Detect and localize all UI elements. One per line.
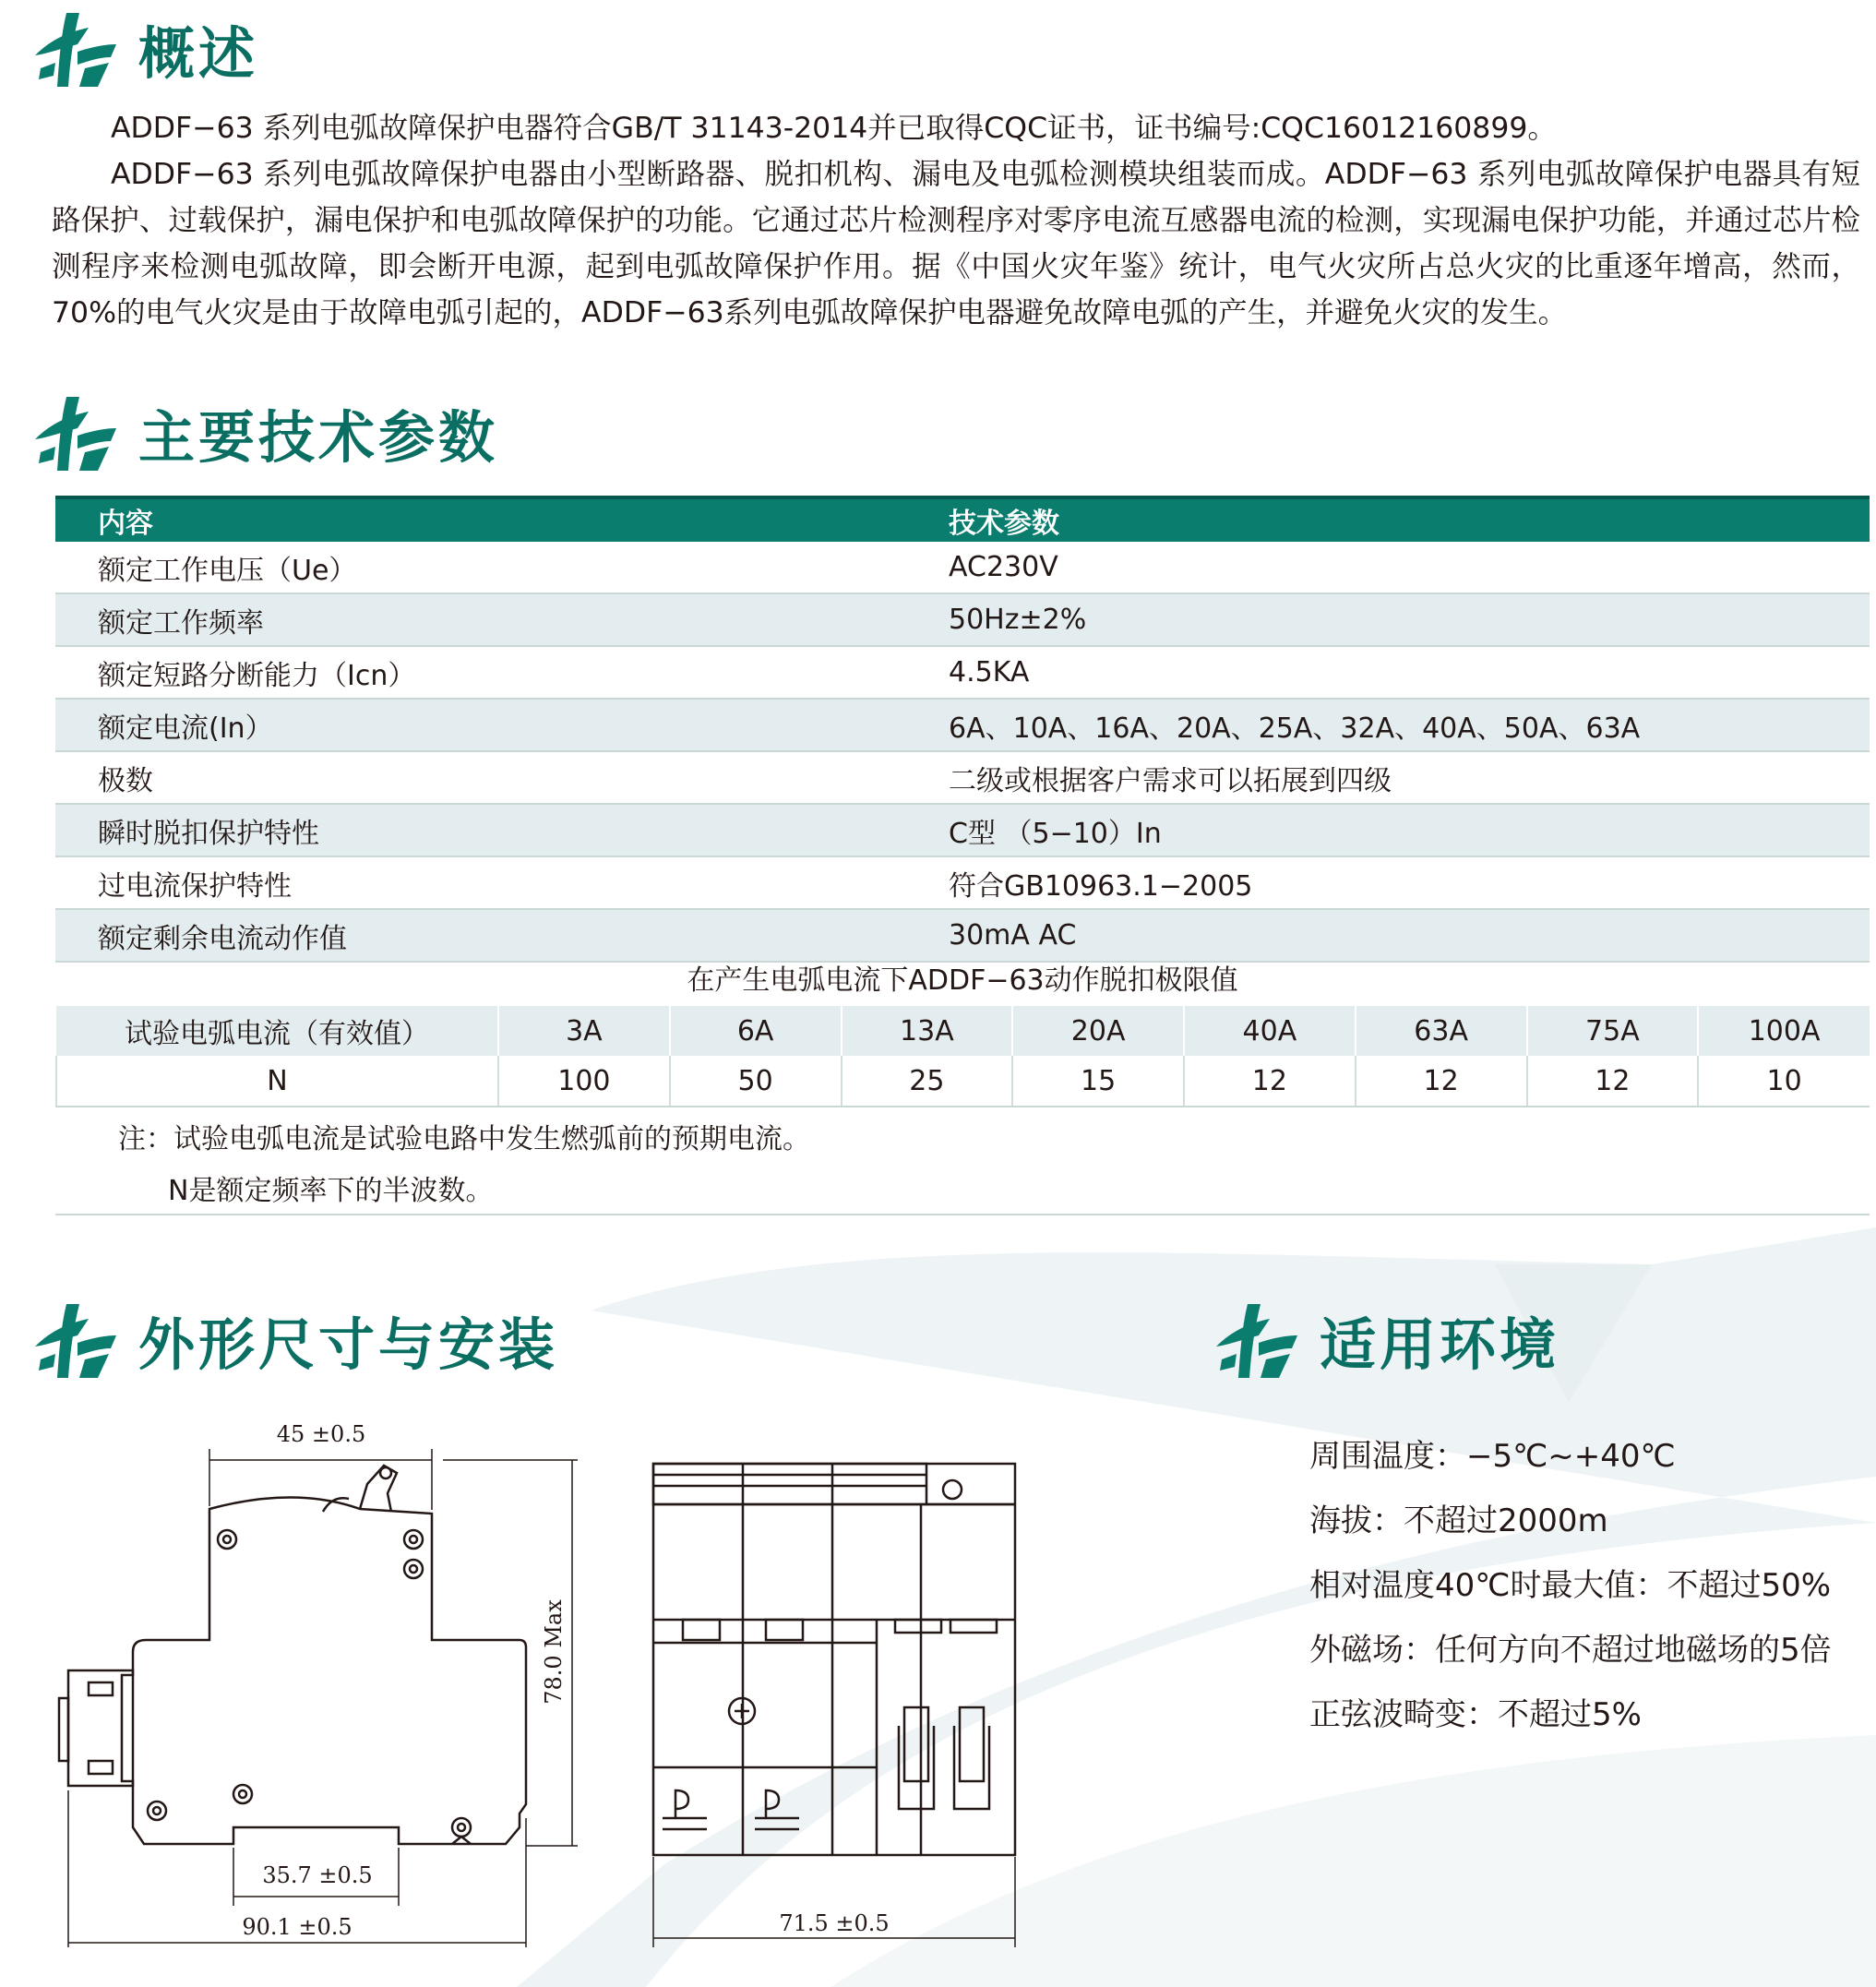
table-row	[55, 805, 1870, 857]
half-wave-label: N	[56, 1056, 498, 1107]
half-wave-cell: 12	[1184, 1056, 1356, 1107]
arc-current-cell: 6A	[670, 1006, 842, 1056]
table-row	[56, 1006, 1870, 1056]
brand-leaf-logo-icon	[33, 7, 116, 90]
row-value: C型 （5−10）In	[949, 817, 1162, 850]
table-row	[56, 1056, 1870, 1107]
section-heading: 主要技术参数	[138, 404, 499, 471]
overview-paragraph-1: ADDF−63 系列电弧故障保护电器符合GB/T 31143-2014并已取得CQC证书，证书编号:CQC16012160899。	[111, 112, 1557, 145]
header-content: 内容	[98, 508, 153, 540]
row-value: 符合GB10963.1−2005	[949, 869, 1253, 903]
arc-limit-table	[55, 1006, 1870, 1107]
specs-table	[55, 496, 1870, 963]
table-row	[55, 910, 1870, 963]
row-value: 二级或根据客户需求可以拓展到四级	[949, 764, 1392, 797]
rail-dimension: 35.7 ±0.5	[262, 1862, 373, 1888]
list-item: 外磁场：任何方向不超过地磁场的5倍	[1309, 1632, 1832, 1669]
front-view-drawing	[646, 1449, 1034, 1966]
arc-current-label: 试验电弧电流（有效值）	[56, 1006, 498, 1056]
specs-section-title	[33, 391, 498, 474]
row-value: AC230V	[949, 551, 1058, 583]
half-wave-cell: 25	[842, 1056, 1013, 1107]
row-value: 6A、10A、16A、20A、25A、32A、40A、50A、63A	[949, 712, 1641, 745]
arc-current-cell: 3A	[498, 1006, 670, 1056]
arc-current-cell: 13A	[842, 1006, 1013, 1056]
half-wave-cell: 50	[670, 1056, 842, 1107]
half-wave-cell: 12	[1527, 1056, 1699, 1107]
list-item: 海拔：不超过2000m	[1309, 1502, 1608, 1539]
environment-section-title	[1214, 1299, 1559, 1382]
row-label: 额定电流(In）	[98, 712, 273, 745]
header-parameters: 技术参数	[949, 508, 1059, 540]
row-label: 额定工作频率	[98, 606, 264, 640]
brand-leaf-logo-icon	[33, 391, 116, 474]
list-item: 相对温度40℃时最大值：不超过50%	[1309, 1567, 1832, 1604]
list-item: 正弦波畸变：不超过5%	[1309, 1696, 1642, 1733]
front-width-dimension: 71.5 ±0.5	[779, 1910, 890, 1936]
arc-current-cell: 75A	[1527, 1006, 1699, 1056]
environment-list	[1309, 1424, 1832, 1747]
row-label: 额定剩余电流动作值	[98, 922, 347, 955]
row-value: 30mA AC	[949, 919, 1077, 952]
row-value: 4.5KA	[949, 656, 1030, 688]
arc-current-cell: 63A	[1356, 1006, 1527, 1056]
table-row	[55, 752, 1870, 805]
row-label: 额定短路分断能力（Icn）	[98, 659, 416, 692]
brand-leaf-logo-icon	[1214, 1299, 1297, 1382]
half-wave-cell: 100	[498, 1056, 670, 1107]
table-row	[55, 857, 1870, 910]
page-title: 概述	[138, 20, 259, 87]
section-heading: 外形尺寸与安装	[138, 1311, 559, 1378]
top-width-dimension: 45 ±0.5	[276, 1421, 366, 1447]
arc-table-caption: 在产生电弧电流下ADDF−63动作脱扣极限值	[687, 964, 1238, 997]
table-row	[55, 647, 1870, 700]
depth-dimension: 90.1 ±0.5	[242, 1914, 352, 1940]
row-value: 50Hz±2%	[949, 604, 1087, 636]
table-row	[55, 700, 1870, 752]
table-row	[55, 594, 1870, 647]
table-note-2: N是额定频率下的半波数。	[168, 1175, 494, 1207]
half-wave-cell: 12	[1356, 1056, 1527, 1107]
dimensions-section-title	[33, 1299, 558, 1382]
row-label: 额定工作电压（Ue）	[98, 554, 357, 587]
specs-table-header	[55, 496, 1870, 542]
overview-paragraph-2: ADDF−63 系列电弧故障保护电器由小型断路器、脱扣机构、漏电及电弧检测模块组装而成。ADDF−63 系列电弧故障保护电器具有短路保护、过载保护，漏电保护和电弧故障保护的功能。它通过芯片检测程序对零序电流互感器电流的检测，实现漏电保护功能，并通过芯片检测程序来检测电弧故障，即会断开电源，起到电弧故障保护作用。据《中国火灾年鉴》统计，电气火灾所占总火灾的比重逐年增高，然而，70%的电气火灾是由于故障电弧引起的，ADDF−63系列电弧故障保护电器避免故障电弧的产生，并避免火灾的发生。	[52, 158, 1860, 329]
arc-current-cell: 100A	[1698, 1006, 1870, 1056]
arc-current-cell: 40A	[1184, 1006, 1356, 1056]
overview-section-title	[33, 7, 258, 90]
brand-leaf-logo-icon	[33, 1299, 116, 1382]
row-label: 过电流保护特性	[98, 869, 292, 903]
section-divider	[55, 1214, 1870, 1215]
half-wave-cell: 10	[1698, 1056, 1870, 1107]
height-dimension: 78.0 Max	[541, 1599, 567, 1705]
row-label: 瞬时脱扣保护特性	[98, 817, 319, 850]
row-label: 极数	[98, 764, 153, 797]
section-heading: 适用环境	[1320, 1311, 1560, 1378]
table-note-1: 注：试验电弧电流是试验电路中发生燃弧前的预期电流。	[118, 1123, 810, 1155]
overview-text	[52, 105, 1860, 336]
side-view-drawing	[55, 1403, 609, 1957]
list-item: 周围温度：−5℃~+40℃	[1309, 1438, 1676, 1475]
table-row	[55, 542, 1870, 594]
arc-current-cell: 20A	[1012, 1006, 1184, 1056]
half-wave-cell: 15	[1012, 1056, 1184, 1107]
